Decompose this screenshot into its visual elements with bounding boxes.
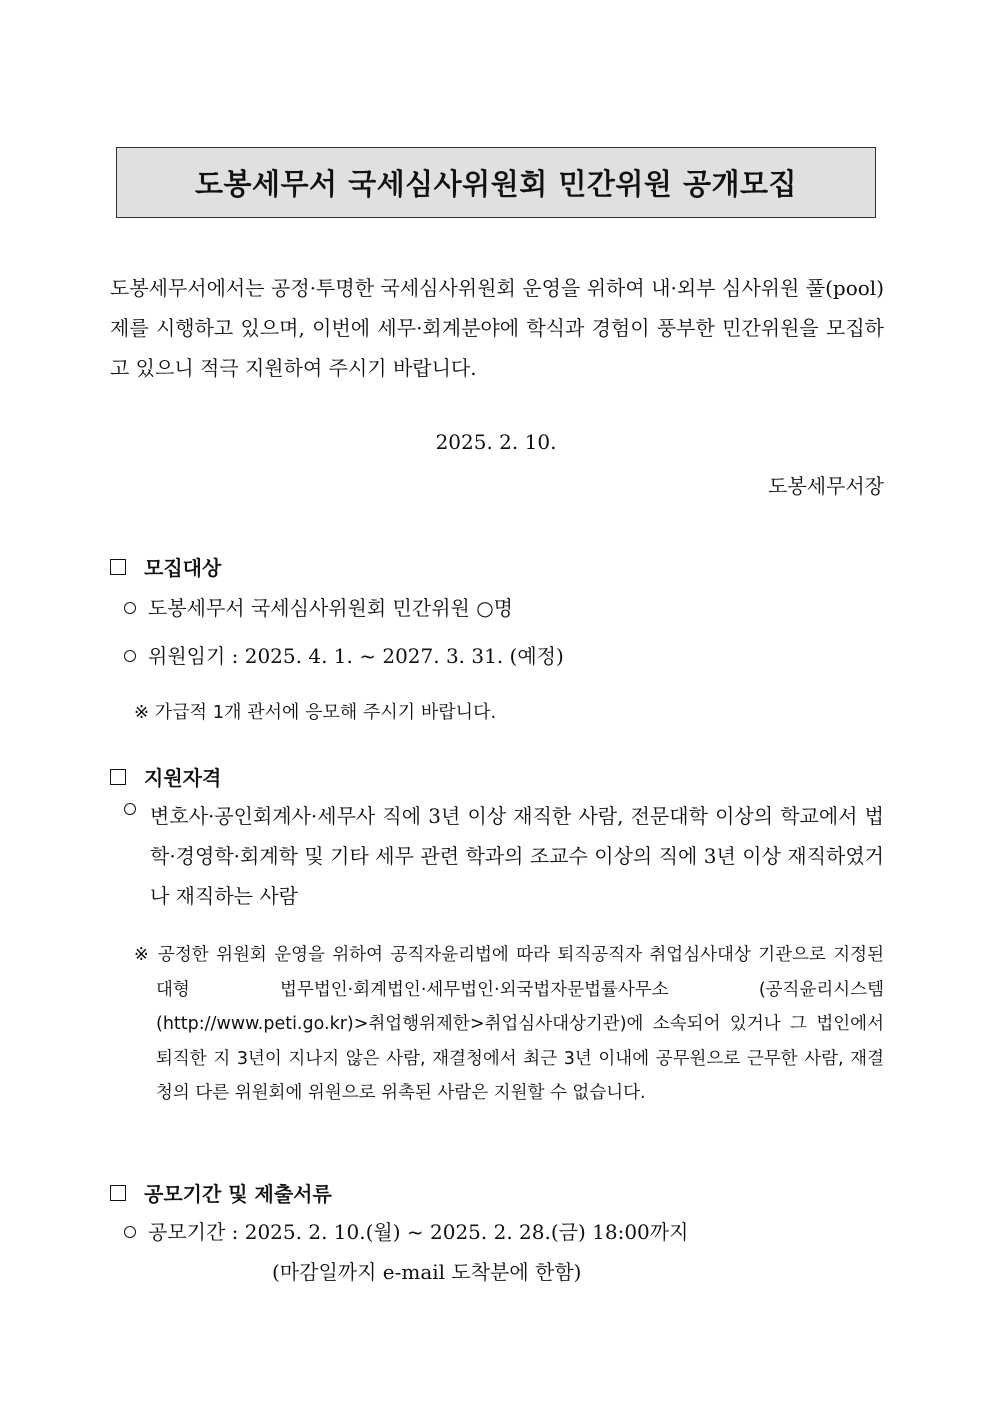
- checkbox-square-icon: [110, 769, 126, 785]
- section-heading-recruitment-target: [110, 552, 221, 581]
- list-item: [124, 1216, 688, 1245]
- list-item-text: 변호사·공인회계사·세무사 직에 3년 이상 재직한 사람, 전문대학 이상의 학교에서 법학·경영학·회계학 및 기타 세무 관련 학과의 조교수 이상의 직에 3년 이상 재직하였거나 재직하는 사람: [150, 804, 884, 908]
- intro-paragraph: 도봉세무서에서는 공정·투명한 국세심사위원회 운영을 위하여 내·외부 심사위원 풀(pool)제를 시행하고 있으며, 이번에 세무·회계분야에 학식과 경험이 풍부한 민간위원을 모집하고 있으니 적극 지원하여 주시기 바랍니다.: [110, 276, 884, 380]
- list-item-text: 위원임기 : 2025. 4. 1. ~ 2027. 3. 31. (예정): [148, 644, 564, 668]
- section-heading-label: 공모기간 및 제출서류: [144, 1182, 332, 1206]
- page-title: 도봉세무서 국세심사위원회 민간위원 공개모집: [194, 167, 798, 201]
- section-note: ※ 가급적 1개 관서에 응모해 주시기 바랍니다.: [134, 702, 497, 723]
- circle-bullet-icon: [124, 602, 136, 614]
- circle-bullet-icon: [124, 803, 136, 815]
- list-item: [124, 640, 564, 669]
- section-subnote: (마감일까지 e-mail 도착분에 한함): [272, 1260, 582, 1284]
- section-heading-period-documents: [110, 1178, 332, 1207]
- notice-date: 2025. 2. 10.: [435, 430, 557, 454]
- signer: 도봉세무서장: [768, 474, 884, 498]
- section-heading-label: 지원자격: [144, 766, 222, 790]
- list-item: [124, 592, 513, 621]
- title-box: [116, 147, 876, 218]
- checkbox-square-icon: [110, 559, 126, 575]
- section-heading-label: 모집대상: [144, 556, 222, 580]
- circle-bullet-icon: [124, 650, 136, 662]
- section-heading-eligibility: [110, 762, 221, 791]
- circle-bullet-icon: [124, 1226, 136, 1238]
- list-item-text: 공모기간 : 2025. 2. 10.(월) ~ 2025. 2. 28.(금) 18:00까지: [148, 1220, 689, 1244]
- section-note: ※ 공정한 위원회 운영을 위하여 공직자윤리법에 따라 퇴직공직자 취업심사대상 기관으로 지정된 대형 법무법인·회계법인·세무법인·외국법자문법률사무소 (공직윤리시스템(http://www.peti.go.kr)>취업행위제한>취업심사대상기관)에 소속되어 있거나 그 법인에서 퇴직한 지 3년이 지나지 않은 사람, 재결청에서 최근 3년 이내에 공무원으로 근무한 사람, 재결청의 다른 위원회에 위원으로 위촉된 사람은 지원할 수 없습니다.: [134, 945, 884, 1103]
- checkbox-square-icon: [110, 1185, 126, 1201]
- list-item-text: 도봉세무서 국세심사위원회 민간위원 ○명: [148, 596, 513, 620]
- circle-bullet-wrapper: [124, 801, 136, 820]
